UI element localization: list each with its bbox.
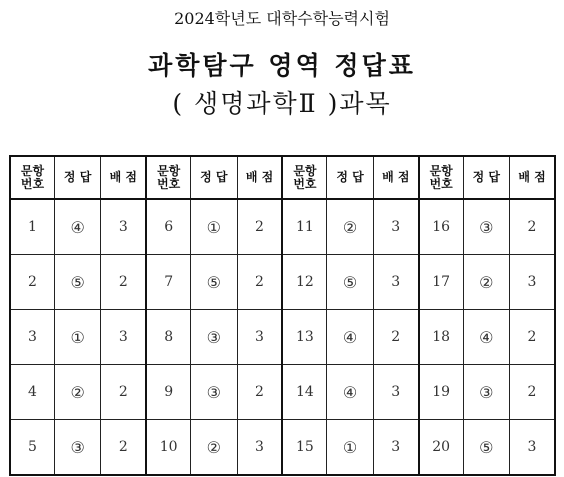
question-number-cell: 6 bbox=[146, 199, 190, 255]
points-cell: 2 bbox=[510, 199, 555, 255]
header-answer bbox=[463, 156, 509, 199]
header-answer-label: 정 답 bbox=[336, 170, 364, 184]
question-number-cell: 4 bbox=[10, 365, 54, 420]
answer-cell: ⑤ bbox=[191, 255, 237, 310]
answer-cell: ⑤ bbox=[54, 255, 100, 310]
answer-cell: ⑤ bbox=[327, 255, 373, 310]
question-number-cell: 13 bbox=[282, 310, 326, 365]
answer-cell: ③ bbox=[191, 310, 237, 365]
points-cell: 3 bbox=[237, 310, 282, 365]
question-number-cell: 10 bbox=[146, 420, 190, 476]
header-answer-label: 정 답 bbox=[472, 170, 500, 184]
points-cell: 2 bbox=[237, 255, 282, 310]
points-cell: 3 bbox=[101, 199, 146, 255]
answer-cell: ③ bbox=[463, 365, 509, 420]
question-number-cell: 8 bbox=[146, 310, 190, 365]
points-cell: 2 bbox=[510, 310, 555, 365]
header-answer bbox=[54, 156, 100, 199]
table-row bbox=[10, 420, 555, 476]
header-question-number-label: 문항 번호 bbox=[20, 163, 45, 191]
question-number-cell: 19 bbox=[419, 365, 463, 420]
header-answer-label: 정 답 bbox=[63, 170, 92, 184]
answer-cell: ③ bbox=[463, 199, 509, 255]
question-number-cell: 17 bbox=[419, 255, 463, 310]
points-cell: 3 bbox=[510, 255, 555, 310]
answer-key-table bbox=[9, 155, 556, 476]
points-cell: 2 bbox=[101, 255, 146, 310]
header-question-number bbox=[282, 156, 326, 199]
points-cell: 3 bbox=[101, 310, 146, 365]
header-question-number-label: 문항 번호 bbox=[293, 163, 317, 191]
question-number-cell: 12 bbox=[282, 255, 326, 310]
header-points-label: 배 점 bbox=[109, 170, 137, 184]
question-number-cell: 3 bbox=[10, 310, 54, 365]
header-points-label: 배 점 bbox=[382, 170, 410, 184]
answer-cell: ④ bbox=[327, 310, 373, 365]
header-answer bbox=[191, 156, 237, 199]
header-points bbox=[510, 156, 555, 199]
answer-cell: ② bbox=[463, 255, 509, 310]
question-number-cell: 2 bbox=[10, 255, 54, 310]
question-number-cell: 11 bbox=[282, 199, 326, 255]
points-cell: 3 bbox=[510, 420, 555, 476]
question-number-cell: 9 bbox=[146, 365, 190, 420]
header-question-number bbox=[419, 156, 463, 199]
question-number-cell: 20 bbox=[419, 420, 463, 476]
question-number-cell: 5 bbox=[10, 420, 54, 476]
points-cell: 2 bbox=[101, 365, 146, 420]
header-points-label: 배 점 bbox=[245, 170, 274, 184]
header-question-number bbox=[10, 156, 54, 199]
points-cell: 2 bbox=[510, 365, 555, 420]
table-body bbox=[10, 199, 555, 475]
subject-title: ( 생명과학Ⅱ )과목 bbox=[172, 89, 392, 118]
section-title: 과학탐구 영역 정답표 bbox=[148, 51, 416, 80]
header-points bbox=[237, 156, 282, 199]
table-row bbox=[10, 365, 555, 420]
table-row bbox=[10, 310, 555, 365]
answer-cell: ④ bbox=[327, 365, 373, 420]
header-points-label: 배 점 bbox=[518, 170, 546, 184]
points-cell: 3 bbox=[237, 420, 282, 476]
answer-cell: ④ bbox=[54, 199, 100, 255]
table-row bbox=[10, 255, 555, 310]
exam-title: 2024학년도 대학수학능력시험 bbox=[174, 9, 390, 28]
points-cell: 2 bbox=[373, 310, 418, 365]
answer-cell: ③ bbox=[191, 365, 237, 420]
points-cell: 2 bbox=[237, 199, 282, 255]
points-cell: 3 bbox=[373, 255, 418, 310]
answer-cell: ① bbox=[327, 420, 373, 476]
points-cell: 3 bbox=[373, 420, 418, 476]
question-number-cell: 16 bbox=[419, 199, 463, 255]
header-question-number bbox=[146, 156, 190, 199]
header-answer bbox=[327, 156, 373, 199]
answer-cell: ② bbox=[191, 420, 237, 476]
answer-cell: ① bbox=[191, 199, 237, 255]
points-cell: 3 bbox=[373, 199, 418, 255]
answer-cell: ③ bbox=[54, 420, 100, 476]
answer-cell: ④ bbox=[463, 310, 509, 365]
points-cell: 3 bbox=[373, 365, 418, 420]
table-row bbox=[10, 199, 555, 255]
header-question-number-label: 문항 번호 bbox=[157, 163, 181, 191]
question-number-cell: 15 bbox=[282, 420, 326, 476]
answer-cell: ① bbox=[54, 310, 100, 365]
header-points bbox=[101, 156, 146, 199]
question-number-cell: 7 bbox=[146, 255, 190, 310]
points-cell: 2 bbox=[101, 420, 146, 476]
points-cell: 2 bbox=[237, 365, 282, 420]
question-number-cell: 1 bbox=[10, 199, 54, 255]
answer-cell: ② bbox=[327, 199, 373, 255]
answer-cell: ② bbox=[54, 365, 100, 420]
question-number-cell: 18 bbox=[419, 310, 463, 365]
header-question-number-label: 문항 번호 bbox=[429, 163, 453, 191]
header-points bbox=[373, 156, 418, 199]
header-answer-label: 정 답 bbox=[200, 170, 228, 184]
question-number-cell: 14 bbox=[282, 365, 326, 420]
table-header-row bbox=[10, 156, 555, 199]
answer-cell: ⑤ bbox=[463, 420, 509, 476]
